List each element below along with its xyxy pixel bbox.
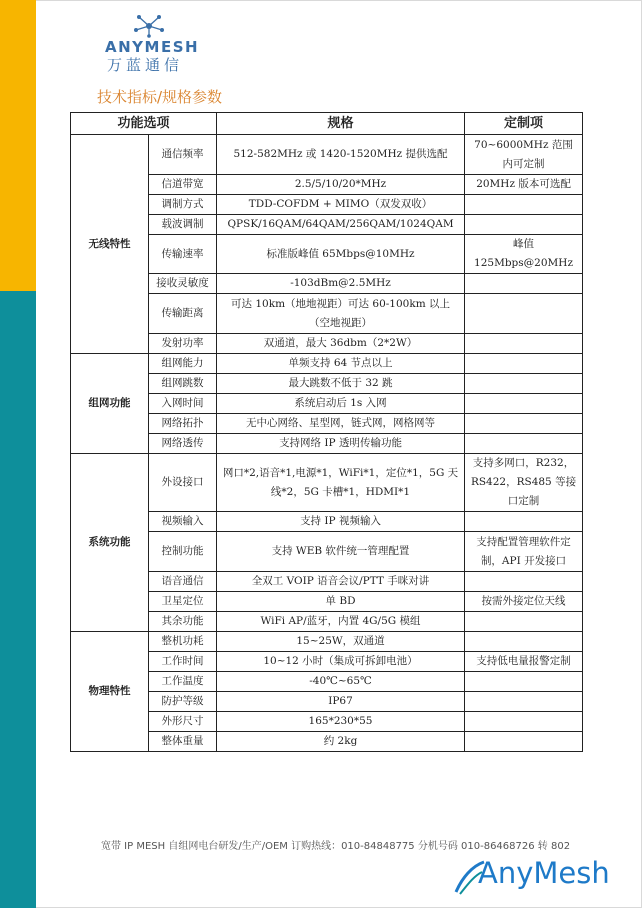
custom-cell xyxy=(465,732,583,752)
custom-cell: 70~6000MHz 范围内可定制 xyxy=(465,135,583,175)
spec-cell: WiFi AP/蓝牙，内置 4G/5G 模组 xyxy=(217,612,465,632)
custom-cell xyxy=(465,354,583,374)
network-mark-icon xyxy=(131,14,167,38)
footer-brand-logo xyxy=(452,856,632,896)
item-cell: 外形尺寸 xyxy=(149,712,217,732)
item-cell: 控制功能 xyxy=(149,532,217,572)
section-title: 技术指标/规格参数 xyxy=(97,88,223,106)
category-cell: 无线特性 xyxy=(71,135,149,354)
spec-cell: 512-582MHz 或 1420-1520MHz 提供选配 xyxy=(217,135,465,175)
category-cell: 组网功能 xyxy=(71,354,149,454)
custom-cell xyxy=(465,692,583,712)
item-cell: 其余功能 xyxy=(149,612,217,632)
spec-cell: 单 BD xyxy=(217,592,465,612)
header-custom: 定制项 xyxy=(465,113,583,135)
spec-cell: 2.5/5/10/20*MHz xyxy=(217,175,465,195)
item-cell: 工作温度 xyxy=(149,672,217,692)
item-cell: 防护等级 xyxy=(149,692,217,712)
table-row xyxy=(71,354,583,374)
spec-cell: QPSK/16QAM/64QAM/256QAM/1024QAM xyxy=(217,215,465,235)
spec-cell: 10~12 小时（集成可拆卸电池） xyxy=(217,652,465,672)
custom-cell xyxy=(465,712,583,732)
item-cell: 网络拓扑 xyxy=(149,414,217,434)
item-cell: 外设接口 xyxy=(149,454,217,512)
table-row xyxy=(71,632,583,652)
spec-cell: 165*230*55 xyxy=(217,712,465,732)
spec-cell: 双通道，最大 36dbm（2*2W） xyxy=(217,334,465,354)
custom-cell: 支持配置管理软件定制，API 开发接口 xyxy=(465,532,583,572)
spec-cell: IP67 xyxy=(217,692,465,712)
spec-cell: 支持 IP 视频输入 xyxy=(217,512,465,532)
logo-text-en: ANYMESH xyxy=(105,38,200,56)
custom-cell xyxy=(465,632,583,652)
spec-cell: -103dBm@2.5MHz xyxy=(217,274,465,294)
custom-cell xyxy=(465,512,583,532)
header-feature: 功能选项 xyxy=(71,113,217,135)
spec-cell: 可达 10km（地地视距）可达 60-100km 以上（空地视距） xyxy=(217,294,465,334)
spec-cell: 全双工 VOIP 语音会议/PTT 手咪对讲 xyxy=(217,572,465,592)
item-cell: 调制方式 xyxy=(149,195,217,215)
custom-cell xyxy=(465,434,583,454)
left-accent-bar-teal xyxy=(0,291,36,908)
custom-cell xyxy=(465,215,583,235)
spec-cell: 无中心网络、星型网，链式网，网格网等 xyxy=(217,414,465,434)
category-cell: 系统功能 xyxy=(71,454,149,632)
custom-cell xyxy=(465,374,583,394)
custom-cell: 按需外接定位天线 xyxy=(465,592,583,612)
item-cell: 组网能力 xyxy=(149,354,217,374)
header-spec: 规格 xyxy=(217,113,465,135)
custom-cell xyxy=(465,414,583,434)
item-cell: 工作时间 xyxy=(149,652,217,672)
custom-cell: 峰值 125Mbps@20MHz xyxy=(465,235,583,274)
custom-cell xyxy=(465,612,583,632)
item-cell: 发射功率 xyxy=(149,334,217,354)
custom-cell xyxy=(465,294,583,334)
table-row xyxy=(71,135,583,175)
custom-cell: 支持多网口，R232，RS422，RS485 等接口定制 xyxy=(465,454,583,512)
logo-text-cn: 万蓝通信 xyxy=(107,56,184,74)
left-accent-bar-yellow xyxy=(0,0,36,291)
item-cell: 入网时间 xyxy=(149,394,217,414)
item-cell: 信道带宽 xyxy=(149,175,217,195)
spec-cell: 支持网络 IP 透明传输功能 xyxy=(217,434,465,454)
spec-cell: 系统启动后 1s 入网 xyxy=(217,394,465,414)
spec-cell: 约 2kg xyxy=(217,732,465,752)
custom-cell xyxy=(465,672,583,692)
item-cell: 视频输入 xyxy=(149,512,217,532)
spec-cell: -40℃~65℃ xyxy=(217,672,465,692)
item-cell: 传输速率 xyxy=(149,235,217,274)
table-header-row xyxy=(71,113,583,135)
custom-cell xyxy=(465,572,583,592)
custom-cell xyxy=(465,394,583,414)
item-cell: 传输距离 xyxy=(149,294,217,334)
spec-cell: 单频支持 64 节点以上 xyxy=(217,354,465,374)
spec-cell: 最大跳数不低于 32 跳 xyxy=(217,374,465,394)
spec-cell: 网口*2,语音*1,电源*1，WiFi*1，定位*1，5G 天线*2，5G 卡槽*1，HDMI*1 xyxy=(217,454,465,512)
item-cell: 组网跳数 xyxy=(149,374,217,394)
spec-cell: TDD-COFDM + MIMO（双发双收） xyxy=(217,195,465,215)
custom-cell: 支持低电量报警定制 xyxy=(465,652,583,672)
custom-cell xyxy=(465,274,583,294)
company-logo xyxy=(105,16,205,72)
footer-contact: 宽带 IP MESH 自组网电台研发/生产/OEM 订购热线：010-84848775 分机号码 010-86468726 转 802 xyxy=(101,841,571,852)
item-cell: 整体重量 xyxy=(149,732,217,752)
spec-cell: 支持 WEB 软件统一管理配置 xyxy=(217,532,465,572)
spec-cell: 标准版峰值 65Mbps@10MHz xyxy=(217,235,465,274)
custom-cell: 20MHz 版本可选配 xyxy=(465,175,583,195)
item-cell: 整机功耗 xyxy=(149,632,217,652)
footer-brand-text: AnyMesh xyxy=(478,856,610,890)
item-cell: 语音通信 xyxy=(149,572,217,592)
item-cell: 接收灵敏度 xyxy=(149,274,217,294)
item-cell: 卫星定位 xyxy=(149,592,217,612)
custom-cell xyxy=(465,334,583,354)
item-cell: 载波调制 xyxy=(149,215,217,235)
category-cell: 物理特性 xyxy=(71,632,149,752)
table-row xyxy=(71,454,583,512)
spec-table xyxy=(70,112,583,752)
custom-cell xyxy=(465,195,583,215)
item-cell: 网络透传 xyxy=(149,434,217,454)
spec-cell: 15~25W，双通道 xyxy=(217,632,465,652)
item-cell: 通信频率 xyxy=(149,135,217,175)
